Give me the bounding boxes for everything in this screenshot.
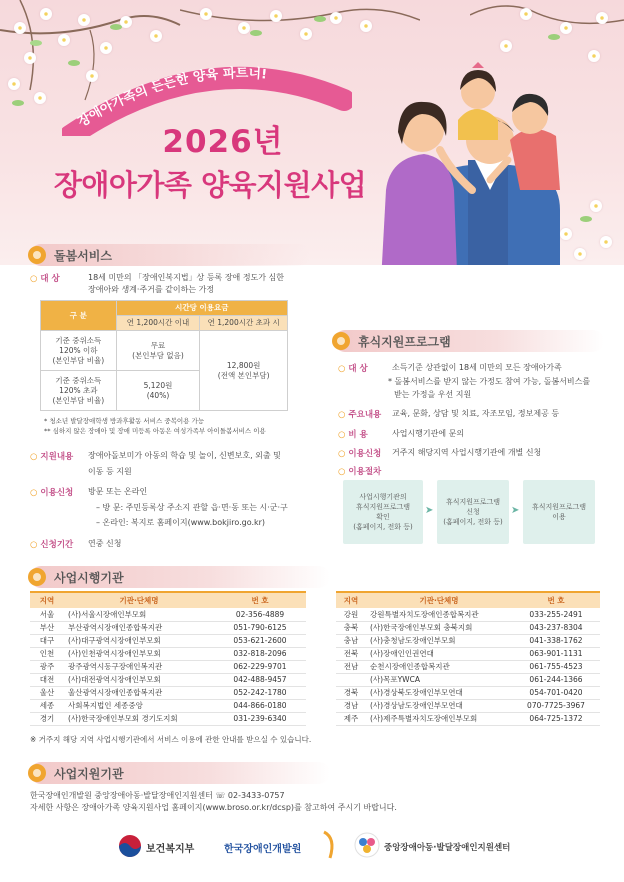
agency-col-phone: 번 호 (214, 592, 306, 608)
agency-table-left (30, 591, 306, 726)
rest-apply-text: 거주지 해당지역 사업시행기관에 개별 신청 (392, 448, 542, 457)
agency-region: 광주 (30, 660, 64, 673)
agency-region: 대전 (30, 673, 64, 686)
rest-cost-text: 사업시행기관에 문의 (392, 429, 465, 438)
care-target-text-1: 18세 미만의 「장애인복지법」상 등록 장애 정도가 심한 (88, 273, 284, 282)
arrow-right-icon: ➤ (425, 505, 434, 516)
agency-name: 울산광역시장애인종합복지관 (64, 686, 214, 699)
agency-region: 경기 (30, 712, 64, 725)
agency-region: 제주 (336, 712, 366, 725)
koddi-logo-text: 한국장애인개발원 (224, 844, 302, 855)
agency-row (336, 686, 600, 699)
agency-name: 순천시장애인종합복지관 (366, 660, 512, 673)
agency-table-right (336, 591, 600, 726)
agency-region: 강원 (336, 608, 366, 621)
care-support-label: ○ 지원내용 (30, 450, 73, 462)
agency-phone: 061-755-4523 (512, 660, 600, 673)
agency-row (30, 608, 306, 621)
agency-phone: 02-356-4889 (214, 608, 306, 621)
rest-section-header (334, 330, 604, 352)
agency-name: 사회복지법인 세종중앙 (64, 699, 214, 712)
section-bullet-icon (28, 246, 46, 264)
care-period-text: 연중 신청 (88, 539, 122, 548)
rest-content-text: 교육, 문화, 상담 및 치료, 자조모임, 정보제공 등 (392, 409, 560, 418)
agency-name: (사)인천광역시장애인부모회 (64, 647, 214, 660)
agencies-note: ※ 거주지 해당 지역 사업시행기관에서 서비스 이용에 관한 안내를 받으실 수 있습니다. (30, 735, 312, 744)
care-support-text-2: 이동 등 지원 (88, 467, 132, 476)
care-apply-online: – 온라인: 복지로 홈페이지(www.bokjiro.go.kr) (96, 518, 266, 527)
agency-phone: 063-901-1131 (512, 647, 600, 660)
agency-name: (사)충청남도장애인부모회 (366, 634, 512, 647)
agency-region: 경북 (336, 686, 366, 699)
agency-row (336, 608, 600, 621)
agency-name: (사)한국장애인부모회 충북지회 (366, 621, 512, 634)
rest-target-note-1: * 돌봄서비스를 받지 않는 가정도 참여 가능, 돌봄서비스를 (388, 377, 591, 386)
center-logo-icon (354, 832, 380, 858)
care-support-text-1: 장애아돌보미가 아동의 학습 및 놀이, 신변보호, 외출 및 (88, 451, 281, 460)
agency-phone: 031-239-6340 (214, 712, 306, 725)
agency-row (30, 673, 306, 686)
fee-col-time: 시간당 이용요금 (116, 301, 287, 316)
agency-name: 강원특별자치도장애인종합복지관 (366, 608, 512, 621)
koddi-logo-icon (322, 830, 338, 860)
agency-region: 부산 (30, 621, 64, 634)
section-bullet-icon (28, 568, 46, 586)
agency-region: 충북 (336, 621, 366, 634)
rest-proc-label: ○ 이용절차 (338, 465, 381, 477)
rest-cost-label: ○ 비 용 (338, 428, 368, 440)
family-illustration (380, 40, 590, 265)
agency-region: 울산 (30, 686, 64, 699)
agency-row (30, 621, 306, 634)
care-note-1: * 청소년 발달장애학생 방과후활동 서비스 중복이용 가능 (44, 417, 205, 425)
care-section-title: 돌봄서비스 (54, 249, 112, 263)
agency-col-name: 기관·단체명 (64, 592, 214, 608)
fee-row2-group: 기준 중위소득 120% 초과 (본인부담 비율) (41, 371, 117, 411)
fee-col-group: 구 분 (41, 301, 117, 331)
agency-phone: 054-701-0420 (512, 686, 600, 699)
care-target-label: ○ 대 상 (30, 272, 60, 284)
fee-over-value: 12,800원 (전액 본인부담) (200, 331, 288, 411)
fee-col-over: 연 1,200시간 초과 시 (200, 316, 288, 331)
agency-row (336, 621, 600, 634)
care-apply-visit: – 방 문: 주민등록상 주소지 관할 읍·면·동 또는 시·군·구 (96, 503, 288, 512)
agency-name: (사)경상북도장애인부모연대 (366, 686, 512, 699)
fee-row1-group: 기준 중위소득 120% 이하 (본인부담 비율) (41, 331, 117, 371)
section-bullet-icon (332, 332, 350, 350)
rest-target-label: ○ 대 상 (338, 362, 368, 374)
fee-table (40, 300, 288, 411)
agency-row (336, 660, 600, 673)
support-org-section-title: 사업지원기관 (54, 767, 124, 781)
agency-phone: 061-244-1366 (512, 673, 600, 686)
center-logo-text: 중앙장애아동·발달장애인지원센터 (384, 843, 511, 853)
agency-row (30, 699, 306, 712)
agency-name: (사)서울시장애인부모회 (64, 608, 214, 621)
agency-phone: 044-866-0180 (214, 699, 306, 712)
agency-name: 광주광역시동구장애인복지관 (64, 660, 214, 673)
rest-target-text: 소득기준 상관없이 18세 미만의 모든 장애아가족 (392, 363, 562, 372)
agency-region: 세종 (30, 699, 64, 712)
agency-phone: 041-338-1762 (512, 634, 600, 647)
section-bullet-icon (28, 764, 46, 782)
fee-row1-within: 무료 (본인부담 없음) (116, 331, 200, 371)
agency-col-phone: 번 호 (512, 592, 600, 608)
agency-phone: 052-242-1780 (214, 686, 306, 699)
care-target-text-2: 장애아와 생계·주거를 같이하는 가정 (88, 285, 215, 294)
agency-row (30, 712, 306, 725)
agency-region: 전남 (336, 660, 366, 673)
agency-region: 전북 (336, 647, 366, 660)
agency-region: 경남 (336, 699, 366, 712)
ministry-logo-icon (118, 834, 142, 858)
agency-phone: 033-255-2491 (512, 608, 600, 621)
agency-name: (사)대전광역시장애인부모회 (64, 673, 214, 686)
hero-title: 장애아가족 양육지원사업 (53, 168, 367, 202)
footer-logos (0, 820, 624, 870)
agency-row (336, 712, 600, 725)
support-org-line-1: 한국장애인개발원 중앙장애아동·발달장애인지원센터 ☏ 02-3433-0757 (30, 791, 285, 800)
fee-col-within: 연 1,200시간 이내 (116, 316, 200, 331)
agency-phone: 032-818-2096 (214, 647, 306, 660)
agency-name: (사)제주특별자치도장애인부모회 (366, 712, 512, 725)
support-org-section-header (30, 762, 330, 784)
agency-row (30, 686, 306, 699)
agency-name: (사)장애인인권연대 (366, 647, 512, 660)
agency-name: (사)한국장애인부모회 경기도지회 (64, 712, 214, 725)
ministry-logo-text: 보건복지부 (146, 844, 195, 855)
agency-row (30, 634, 306, 647)
agency-row (336, 673, 600, 686)
care-section-header (30, 244, 310, 266)
proc-step-3: 휴식지원프로그램 이용 (523, 480, 595, 544)
proc-step-1: 사업시행기관의 휴식지원프로그램 확인 (홈페이지, 전화 등) (343, 480, 423, 544)
agency-row (336, 699, 600, 712)
agency-region: 충남 (336, 634, 366, 647)
proc-step-2: 휴식지원프로그램 신청 (홈페이지, 전화 등) (437, 480, 509, 544)
agency-row (336, 647, 600, 660)
care-apply-text: 방문 또는 온라인 (88, 487, 148, 496)
support-org-line-2: 자세한 사항은 장애아가족 양육지원사업 홈페이지(www.broso.or.kr/dcsp)를 참고하여 주시기 바랍니다. (30, 803, 397, 812)
rest-target-note-2: 받는 가정을 우선 지원 (394, 390, 472, 399)
agency-name: 부산광역시장애인종합복지관 (64, 621, 214, 634)
agency-row (30, 647, 306, 660)
care-note-2: ** 심하지 않은 장애아 및 장애 미등록 아동은 여성가족부 아이돌봄서비스 이용 (44, 427, 266, 435)
agency-phone: 042-488-9457 (214, 673, 306, 686)
agency-phone: 064-725-1372 (512, 712, 600, 725)
agency-phone: 043-237-8304 (512, 621, 600, 634)
care-apply-label: ○ 이용신청 (30, 486, 73, 498)
hero-year: 2026년 (162, 124, 284, 160)
agency-col-name: 기관·단체명 (366, 592, 512, 608)
agency-col-region: 지역 (30, 592, 64, 608)
agency-phone: 070-7725-3967 (512, 699, 600, 712)
agency-col-region: 지역 (336, 592, 366, 608)
agency-name: (사)목포YWCA (366, 673, 512, 686)
rest-apply-label: ○ 이용신청 (338, 447, 381, 459)
agency-row (336, 634, 600, 647)
care-period-label: ○ 신청기간 (30, 538, 73, 550)
hero-banner (0, 0, 624, 265)
agencies-section-header (30, 566, 330, 588)
agency-phone: 051-790-6125 (214, 621, 306, 634)
agency-region: 서울 (30, 608, 64, 621)
agency-name: (사)대구광역시장애인부모회 (64, 634, 214, 647)
hero-arc-text: 장애아가족의 든든한 양육 파트너! (75, 66, 268, 131)
rest-content-label: ○ 주요내용 (338, 408, 381, 420)
agencies-section-title: 사업시행기관 (54, 571, 124, 585)
agency-region (336, 673, 366, 686)
rest-section-title: 휴식지원프로그램 (358, 335, 451, 349)
agency-phone: 053-621-2600 (214, 634, 306, 647)
agency-row (30, 660, 306, 673)
fee-row2-within: 5,120원 (40%) (116, 371, 200, 411)
agency-region: 인천 (30, 647, 64, 660)
arrow-right-icon: ➤ (511, 505, 520, 516)
agency-region: 대구 (30, 634, 64, 647)
agency-name: (사)경상남도장애인부모연대 (366, 699, 512, 712)
agency-phone: 062-229-9701 (214, 660, 306, 673)
